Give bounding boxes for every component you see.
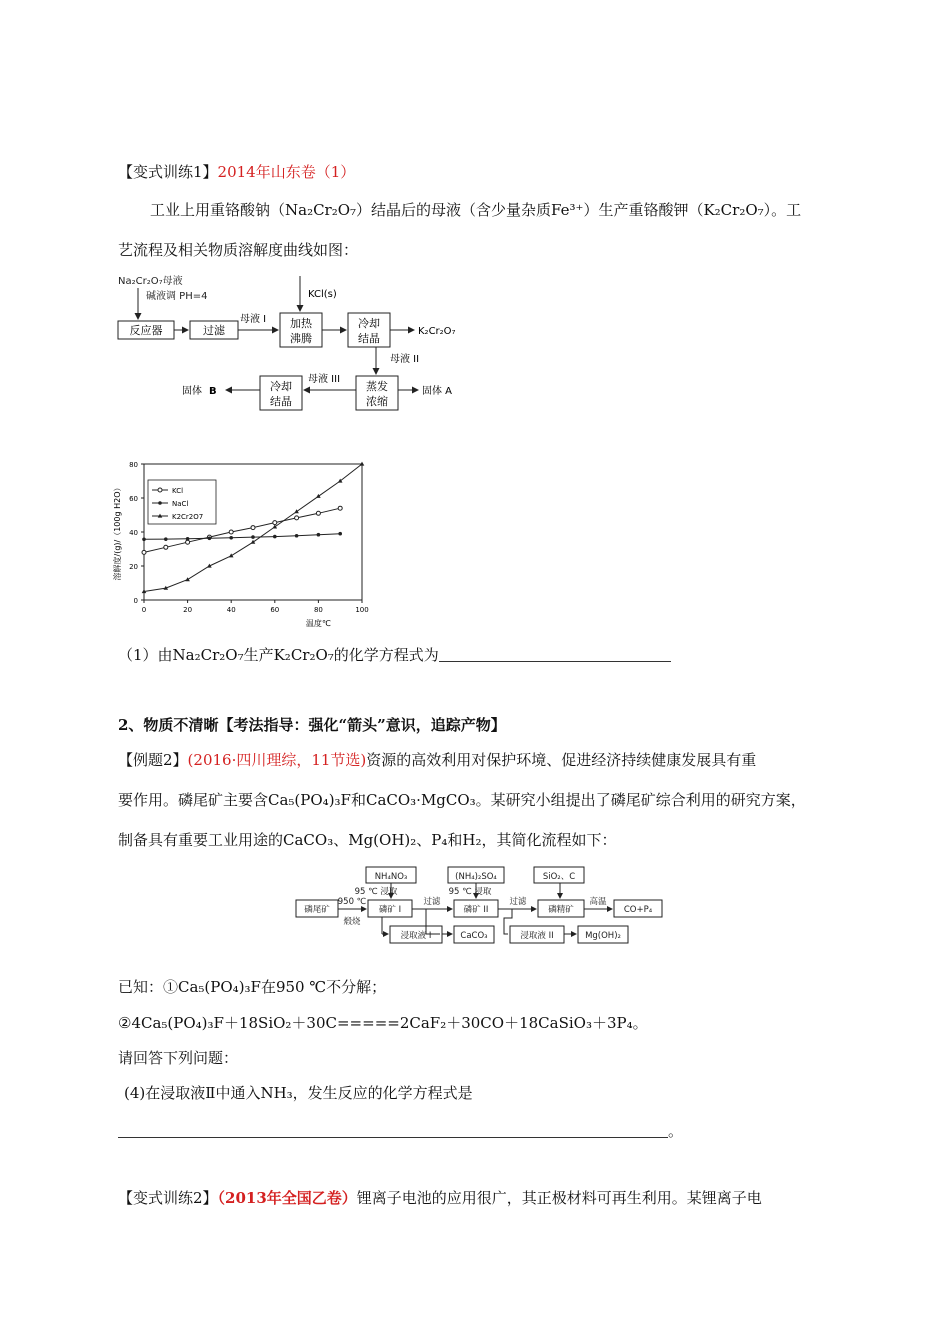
- question-4: (4)在浸取液Ⅱ中通入NH₃，发生反应的化学方程式是: [124, 1084, 473, 1102]
- flow1-edge-mother3: 母液 III: [308, 374, 341, 385]
- chart-point-NaCl-7: [295, 534, 299, 538]
- flow2-leach2-label: 浸取液 II: [520, 931, 554, 941]
- section3-heading-rest: 锂离子电池的应用很广，其正极材料可再生利用。某锂离子电: [356, 1189, 762, 1207]
- flow1-box-cool2-2: 结晶: [270, 395, 292, 408]
- flow1-box-heat-1: 加热: [290, 317, 312, 330]
- chart-point-KCl-5: [251, 526, 255, 530]
- flow1-box-heat-2: 沸腾: [290, 332, 312, 345]
- flow2-nh42so4-label: (NH₄)₂SO₄: [455, 872, 497, 882]
- flow2-product-label: CO+P₄: [623, 905, 653, 915]
- answer-end: 。: [668, 1122, 684, 1140]
- flow2-edge-filter1: 过滤: [423, 897, 441, 907]
- chart-legend-marker-NaCl: [158, 501, 162, 505]
- example2-line1-rest: 资源的高效利用对保护环境、促进经济持续健康发展具有重: [366, 751, 757, 769]
- chart-xtick-label-1: 20: [183, 606, 193, 614]
- chart-point-NaCl-3: [208, 536, 212, 540]
- chart-point-NaCl-5: [251, 535, 255, 539]
- flow2-ore1-label: 磷矿 I: [378, 905, 402, 915]
- example2-source: (2016·四川理综，11节选): [187, 751, 367, 769]
- section1-heading: [118, 162, 355, 182]
- flow1-box-reactor-label: 反应器: [129, 324, 163, 337]
- chart-xtick-label-0: 0: [141, 606, 147, 614]
- flow2-edge-high-temp: 高温: [589, 897, 607, 907]
- flow1-top-label-2: 碱液调 PH=4: [146, 291, 208, 302]
- answer-line-4: [118, 1121, 683, 1141]
- chart-point-KCl-0: [142, 550, 146, 554]
- flow-diagram-1: [110, 268, 490, 418]
- chart-legend-label-K2Cr2O7: K2Cr2O7: [172, 513, 204, 521]
- chart-xtick-label-4: 80: [313, 606, 323, 614]
- flow2-edge-950-2: 煅烧: [343, 917, 361, 927]
- example2-line1: [118, 750, 756, 770]
- example2-open: 【例题2】: [118, 751, 188, 769]
- question-1: [118, 645, 671, 665]
- chart-legend-marker-KCl: [158, 488, 162, 492]
- flow2-ore2-label: 磷矿 II: [463, 905, 489, 915]
- flow2-sio2c-label: SiO₂、C: [542, 872, 576, 882]
- chart-legend-label-KCl: KCl: [172, 487, 184, 495]
- flow2-concentrate-label: 磷精矿: [548, 905, 574, 915]
- flow2-edge-95a: 95 ℃ 浸取: [354, 887, 398, 897]
- chart-point-KCl-4: [229, 530, 233, 534]
- chart-point-K2Cr2O7-4: [229, 553, 234, 557]
- flow1-box-cool1-2: 结晶: [358, 332, 380, 345]
- flow1-box-cool2-1: 冷却: [270, 380, 292, 393]
- chart-legend-label-NaCl: NaCl: [172, 500, 189, 508]
- chart-point-KCl-2: [186, 540, 190, 544]
- flow1-solid-b-letter: B: [209, 386, 217, 397]
- chart-point-NaCl-0: [142, 538, 146, 542]
- chart-ytick-label-1: 20: [129, 563, 138, 571]
- chart-point-K2Cr2O7-2: [185, 577, 190, 581]
- flow1-edge-mother1: 母液 I: [240, 314, 267, 325]
- chart-point-NaCl-9: [338, 532, 342, 536]
- section3-heading: [118, 1188, 762, 1208]
- section1-heading-open: 【变式训练1】: [118, 163, 218, 181]
- chart-ytick-label-2: 40: [129, 529, 138, 537]
- section3-heading-open: 【变式训练2】: [118, 1189, 218, 1207]
- flow1-product: K₂Cr₂O₇: [418, 326, 456, 337]
- known-2: ②4Ca₅(PO₄)₃F＋18SiO₂＋30C=====2CaF₂＋30CO＋18CaSiO₃＋3P₄。: [118, 1014, 648, 1032]
- section1-para-line1: 工业上用重铬酸钠（Na₂Cr₂O₇）结晶后的母液（含少量杂质Fe³⁺）生产重铬酸钾（K₂Cr₂O₇）。工: [150, 201, 802, 219]
- question-1-text: （1）由Na₂Cr₂O₇生产K₂Cr₂O₇的化学方程式为: [118, 646, 439, 664]
- chart-point-NaCl-4: [229, 536, 233, 540]
- chart-point-KCl-9: [338, 506, 342, 510]
- flow1-box-evap-1: 蒸发: [366, 380, 388, 393]
- chart-xtick-label-2: 40: [226, 606, 236, 614]
- chart-point-KCl-6: [273, 521, 277, 525]
- flow1-box-filter-label: 过滤: [203, 324, 225, 337]
- flow1-box-cool1-1: 冷却: [358, 317, 380, 330]
- chart-ylabel: 溶解度/(g)/（100g H2O）: [113, 483, 122, 581]
- flow2-nh4no3-label: NH₄NO₃: [374, 872, 408, 882]
- flow2-ore-label: 磷尾矿: [304, 905, 330, 915]
- flow2-edge-filter2: 过滤: [509, 897, 527, 907]
- flow-diagram-2: [294, 864, 666, 948]
- example2-line3: 制备具有重要工业用途的CaCO₃、Mg(OH)₂、P₄和H₂，其简化流程如下：: [118, 831, 617, 849]
- flow1-box-evap-2: 浓缩: [366, 395, 388, 408]
- chart-ytick-label-3: 60: [129, 495, 138, 503]
- flow1-solid-a: 固体 A: [422, 386, 453, 397]
- flow1-edge-mother2: 母液 II: [390, 354, 420, 365]
- chart-point-KCl-1: [164, 545, 168, 549]
- chart-point-NaCl-6: [273, 535, 277, 539]
- answer-blank-1[interactable]: [439, 647, 671, 662]
- chart-ytick-label-0: 0: [133, 597, 138, 605]
- chart-point-KCl-8: [316, 511, 320, 515]
- chart-point-K2Cr2O7-8: [316, 494, 321, 498]
- flow1-top-label-1: Na₂Cr₂O₇母液: [118, 276, 183, 287]
- chart-xlabel: 温度℃: [305, 619, 331, 628]
- solubility-chart: [108, 452, 378, 632]
- example2-line2: 要作用。磷尾矿主要含Ca₅(PO₄)₃F和CaCO₃·MgCO₃。某研究小组提出了磷尾矿综合利用的研究方案，: [118, 791, 806, 809]
- chart-point-NaCl-1: [164, 537, 168, 541]
- flow1-solid-b: 固体: [182, 386, 202, 397]
- ask-prompt: 请回答下列问题：: [118, 1049, 239, 1067]
- chart-point-K2Cr2O7-6: [273, 525, 278, 529]
- flow2-leach1-label: 浸取液 I: [400, 931, 432, 941]
- chart-point-KCl-7: [295, 516, 299, 520]
- answer-blank-4[interactable]: [118, 1123, 668, 1138]
- flow2-caco3-label: CaCO₃: [460, 931, 488, 941]
- chart-point-K2Cr2O7-7: [294, 509, 299, 513]
- section3-heading-source: （2013年全国乙卷）: [217, 1189, 357, 1207]
- flow2-mgoh2-label: Mg(OH)₂: [585, 931, 621, 941]
- flow2-edge-95b: 95 ℃ 浸取: [448, 887, 492, 897]
- chart-xtick-label-5: 100: [355, 606, 369, 614]
- known-1: 已知：①Ca₅(PO₄)₃F在950 ℃不分解；: [118, 978, 387, 996]
- chart-point-NaCl-8: [317, 533, 321, 537]
- chart-series-line-NaCl: [144, 534, 340, 540]
- section1-para-line2: 艺流程及相关物质溶解度曲线如图：: [118, 241, 359, 259]
- section2-heading: 2、物质不清晰【考法指导：强化“箭头”意识，追踪产物】: [118, 716, 506, 734]
- chart-point-K2Cr2O7-5: [251, 540, 256, 544]
- chart-point-NaCl-2: [186, 537, 190, 541]
- chart-ytick-label-4: 80: [129, 461, 138, 469]
- section1-heading-source: 2014年山东卷（1）: [217, 163, 356, 181]
- flow2-edge-950-1: 950 ℃: [337, 897, 367, 907]
- chart-xtick-label-3: 60: [270, 606, 280, 614]
- flow1-kcl-label: KCl(s): [308, 289, 337, 300]
